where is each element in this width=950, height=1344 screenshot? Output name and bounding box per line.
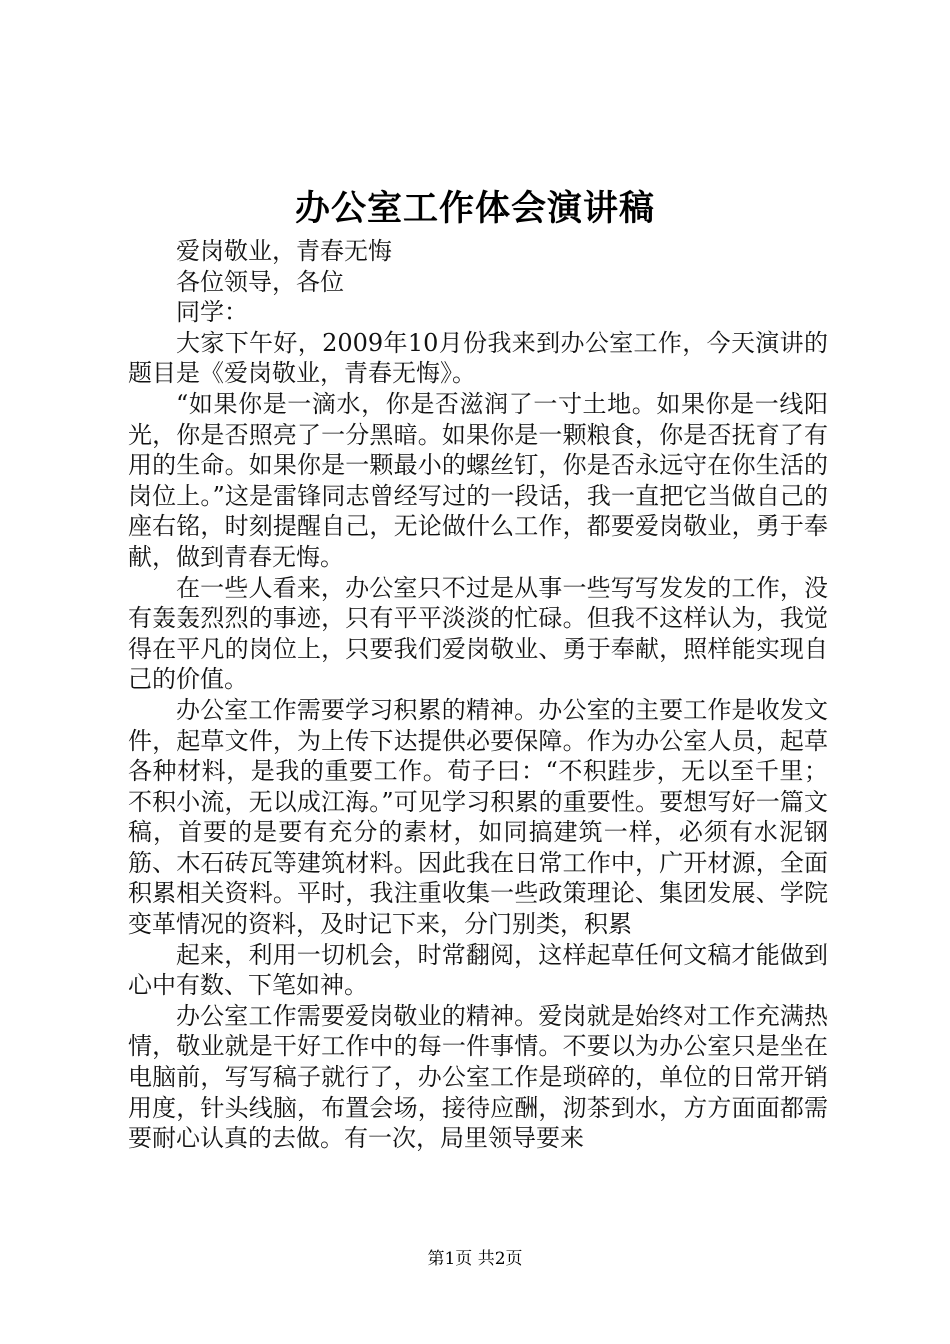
document-title: 办公室工作体会演讲稿 bbox=[294, 188, 655, 229]
paragraph: 大家下午好，2009年10月份我来到办公室工作，今天演讲的题目是《爱岗敬业，青春无悔》。 bbox=[128, 328, 828, 388]
paragraph: 在一些人看来，办公室只不过是从事一些写写发发的工作，没有轰轰烈烈的事迹，只有平平淡淡的忙碌。但我不这样认为，我觉得在平凡的岗位上，只要我们爱岗敬业、勇于奉献，照样能实现自己的价值。 bbox=[128, 573, 828, 694]
page-footer: 第1页 共2页 bbox=[427, 1249, 523, 1269]
document-body bbox=[128, 236, 828, 1154]
paragraph: 同学： bbox=[176, 298, 248, 327]
paragraph: 起来，利用一切机会，时常翻阅，这样起草任何文稿才能做到心中有数、下笔如神。 bbox=[128, 940, 828, 1000]
paragraph: 办公室工作需要学习积累的精神。办公室的主要工作是收发文件，起草文件，为上传下达提供必要保障。作为办公室人员，起草各种材料，是我的重要工作。荀子曰：“不积跬步，无以至千里；不积小流，无以成江海。”可见学习积累的重要性。要想写好一篇文稿，首要的是要有充分的素材，如同搞建筑一样，必须有水泥钢筋、木石砖瓦等建筑材料。因此我在日常工作中，广开材源，全面积累相关资料。平时，我注重收集一些政策理论、集团发展、学院变革情况的资料，及时记下来，分门别类，积累 bbox=[128, 695, 828, 939]
paragraph: 各位领导，各位 bbox=[176, 267, 344, 296]
paragraph: 办公室工作需要爱岗敬业的精神。爱岗就是始终对工作充满热情，敬业就是干好工作中的每一件事情。不要以为办公室只是坐在电脑前，写写稿子就行了，办公室工作是琐碎的，单位的日常开销用度，针头线脑，布置会场，接待应酬，沏茶到水，方方面面都需要耐心认真的去做。有一次，局里领导要来 bbox=[128, 1001, 828, 1153]
paragraph: “如果你是一滴水，你是否滋润了一寸土地。如果你是一线阳光，你是否照亮了一分黑暗。如果你是一颗粮食，你是否抚育了有用的生命。如果你是一颗最小的螺丝钉，你是否永远守在你生活的岗位上。”这是雷锋同志曾经写过的一段话，我一直把它当做自己的座右铭，时刻提醒自己，无论做什么工作，都要爱岗敬业，勇于奉献，做到青春无悔。 bbox=[128, 389, 828, 571]
paragraph: 爱岗敬业，青春无悔 bbox=[176, 237, 392, 265]
